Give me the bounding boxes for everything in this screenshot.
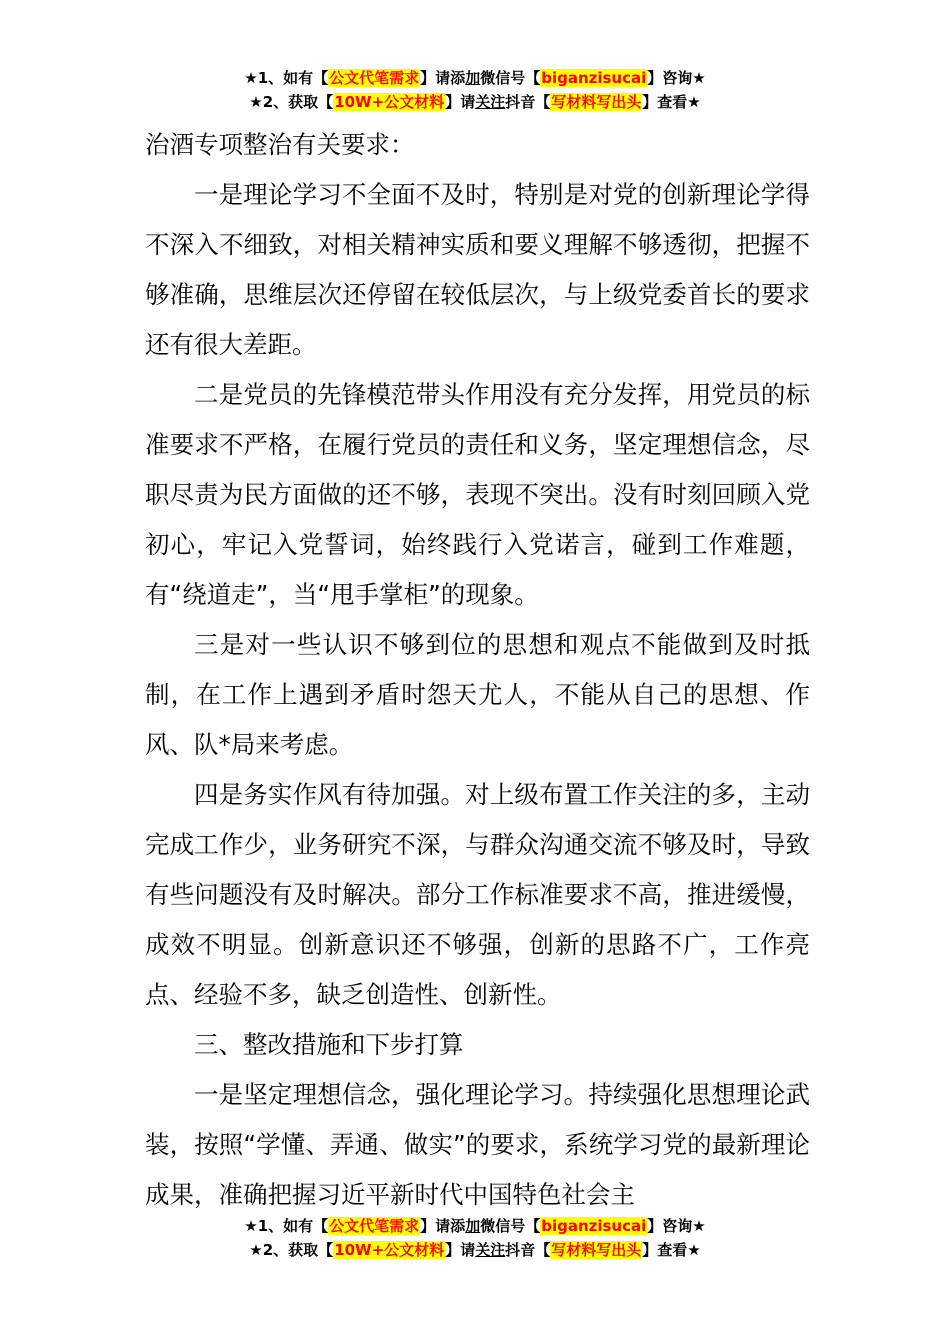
- banner-text: 】查看★: [642, 1241, 701, 1259]
- banner-text: 抖音【: [505, 1241, 551, 1259]
- banner-text: 】请: [445, 1241, 476, 1259]
- paragraph-issue-4: 四是务实作风有待加强。对上级布置工作关注的多，主动完成工作少，业务研究不深，与群众沟通交流不够及时，导致有些问题没有及时解决。部分工作标准要求不高，推进缓慢，成效不明显。创新意识还不够强，创新的思路不广，工作亮点、经验不多，缺乏创造性、创新性。: [145, 780, 810, 1009]
- banner-text: 】查看★: [642, 93, 701, 111]
- banner-text: 】咨询★: [647, 69, 706, 87]
- banner-underline-text: 关注: [475, 1241, 506, 1259]
- banner-highlight: 10W+公文材料: [334, 93, 445, 111]
- paragraph-issue-2: 二是党员的先锋模范带头作用没有充分发挥，用党员的标准要求不严格，在履行党员的责任和义务，坚定理想信念，尽职尽责为民方面做的还不够，表现不突出。没有时刻回顾入党初心，牢记入党誓词，始终践行入党诺言，碰到工作难题，有“绕道走”，当“甩手掌柜”的现象。: [145, 380, 810, 609]
- banner-highlight: 公文代笔需求: [329, 1217, 420, 1235]
- banner-underline-text: 关注: [475, 93, 506, 111]
- ad-banner-top: [0, 66, 950, 114]
- banner-text: 抖音【: [505, 93, 551, 111]
- ad-banner-line-1: [0, 1214, 950, 1238]
- paragraph-measure-1: 一是坚定理想信念，强化理论学习。持续强化思想理论武装，按照“学懂、弄通、做实”的要求，系统学习党的最新理论成果，准确把握习近平新时代中国特色社会主: [145, 1080, 810, 1209]
- banner-text: 】请: [445, 93, 476, 111]
- banner-highlight-douyin: 写材料写出头: [551, 1241, 642, 1259]
- banner-text: 】请添: [420, 1217, 466, 1235]
- paragraph-issue-3: 三是对一些认识不够到位的思想和观点不能做到及时抵制，在工作上遇到矛盾时怨天尤人，不能从自己的思想、作风、队*局来考虑。: [145, 630, 810, 759]
- banner-highlight-wechat-id: biganzisucai: [541, 1217, 647, 1235]
- paragraph-continuation: 治酒专项整治有关要求：: [145, 130, 415, 159]
- banner-text: 微信号【: [480, 69, 541, 87]
- banner-text: 】咨询★: [647, 1217, 706, 1235]
- banner-highlight: 10W+公文材料: [334, 1241, 445, 1259]
- ad-banner-line-2: [0, 90, 950, 114]
- banner-text: 微信号【: [480, 1217, 541, 1235]
- banner-text: ★2、获取【: [249, 93, 334, 111]
- banner-underline-text: 加: [465, 69, 481, 87]
- section-heading: 三、整改措施和下步打算: [194, 1030, 464, 1059]
- banner-highlight-wechat-id: biganzisucai: [541, 69, 647, 87]
- paragraph-issue-1: 一是理论学习不全面不及时，特别是对党的创新理论学得不深入不细致，对相关精神实质和要义理解不够透彻，把握不够准确，思维层次还停留在较低层次，与上级党委首长的要求还有很大差距。: [145, 180, 810, 359]
- banner-underline-text: 加: [465, 1217, 481, 1235]
- banner-highlight: 公文代笔需求: [329, 69, 420, 87]
- banner-text: ★2、获取【: [249, 1241, 334, 1259]
- ad-banner-line-1: [0, 66, 950, 90]
- ad-banner-bottom: [0, 1214, 950, 1262]
- banner-text: ★1、如有【: [244, 69, 329, 87]
- document-body: [145, 120, 810, 1220]
- ad-banner-line-2: [0, 1238, 950, 1262]
- banner-text: 】请添: [420, 69, 466, 87]
- banner-highlight-douyin: 写材料写出头: [551, 93, 642, 111]
- banner-text: ★1、如有【: [244, 1217, 329, 1235]
